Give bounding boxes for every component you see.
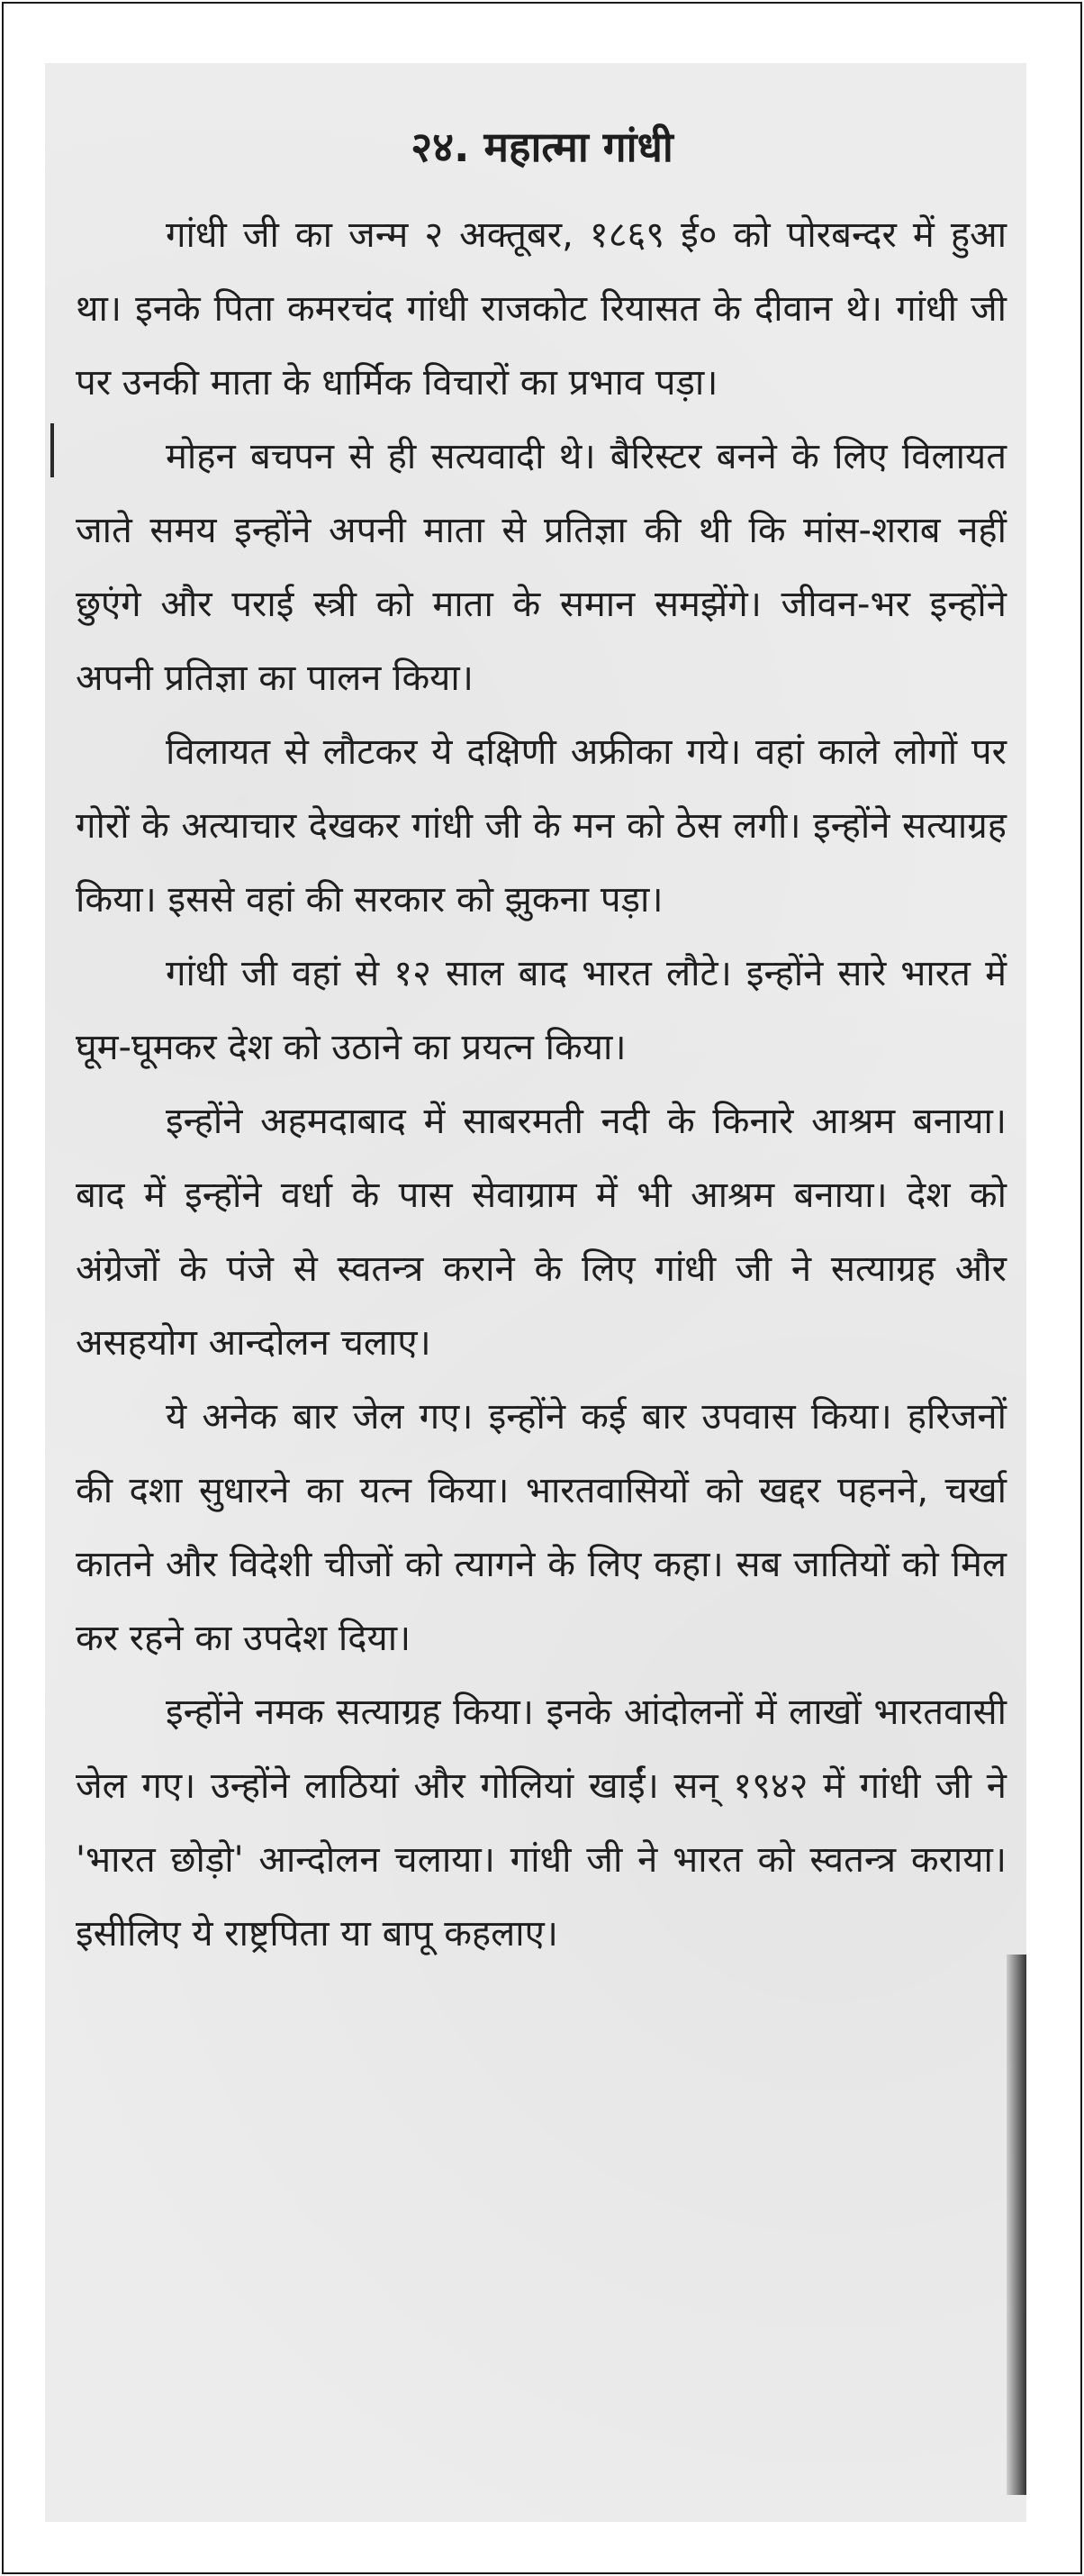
page-title: २४. महात्मा गांधी (411, 122, 673, 171)
paragraph-return-india: गांधी जी वहां से १२ साल बाद भारत लौटे। इन्होंने सारे भारत में घूम-घूमकर देश को उठाने का प्रयत्न किया। (76, 953, 1007, 1068)
paragraph-south-africa: विलायत से लौटकर ये दक्षिणी अफ्रीका गये। वहां काले लोगों पर गोरों के अत्याचार देखकर गांधी जी के मन को ठेस लगी। इन्होंने सत्याग्रह किया। इससे वहां की सरकार को झुकना पड़ा। (76, 731, 1007, 921)
article-body (76, 198, 1007, 1971)
paragraph-childhood: मोहन बचपन से ही सत्यवादी थे। बैरिस्टर बनने के लिए विलायत जाते समय इन्होंने अपनी माता से प्रतिज्ञा की थी कि मांस-शराब नहीं छुएंगे और पराई स्त्री को माता के समान समझेंगे। जीवन-भर इन्होंने अपनी प्रतिज्ञा का पालन किया। (76, 436, 1007, 699)
paragraph-ashram: इन्होंने अहमदाबाद में साबरमती नदी के किनारे आश्रम बनाया। बाद में इन्होंने वर्धा के पास सेवाग्राम में भी आश्रम बनाया। देश को अंग्रेजों के पंजे से स्वतन्त्र कराने के लिए गांधी जी ने सत्याग्रह और असहयोग आन्दोलन चलाए। (76, 1101, 1007, 1364)
scan-edge-shadow (1007, 1955, 1026, 2495)
paragraph-jail: ये अनेक बार जेल गए। इन्होंने कई बार उपवास किया। हरिजनों की दशा सुधारने का यत्न किया। भारतवासियों को खद्दर पहनने, चर्खा कातने और विदेशी चीजों को त्यागने के लिए कहा। सब जातियों को मिल कर रहने का उपदेश दिया। (76, 1396, 1007, 1659)
paragraph-independence: इन्होंने नमक सत्याग्रह किया। इनके आंदोलनों में लाखों भारतवासी जेल गए। उन्होंने लाठियां और गोलियां खाईं। सन् १९४२ में गांधी जी ने 'भारत छोड़ो' आन्दोलन चलाया। गांधी जी ने भारत को स्वतन्त्र कराया। इसीलिए ये राष्ट्रपिता या बापू कहलाए। (76, 1692, 1007, 1955)
paragraph-birth: गांधी जी का जन्म २ अक्तूबर, १८६९ ई० को पोरबन्दर में हुआ था। इनके पिता कमरचंद गांधी राजकोट रियासत के दीवान थे। गांधी जी पर उनकी माता के धार्मिक विचारों का प्रभाव पड़ा। (76, 214, 1007, 404)
scan-margin-mark (50, 423, 54, 477)
